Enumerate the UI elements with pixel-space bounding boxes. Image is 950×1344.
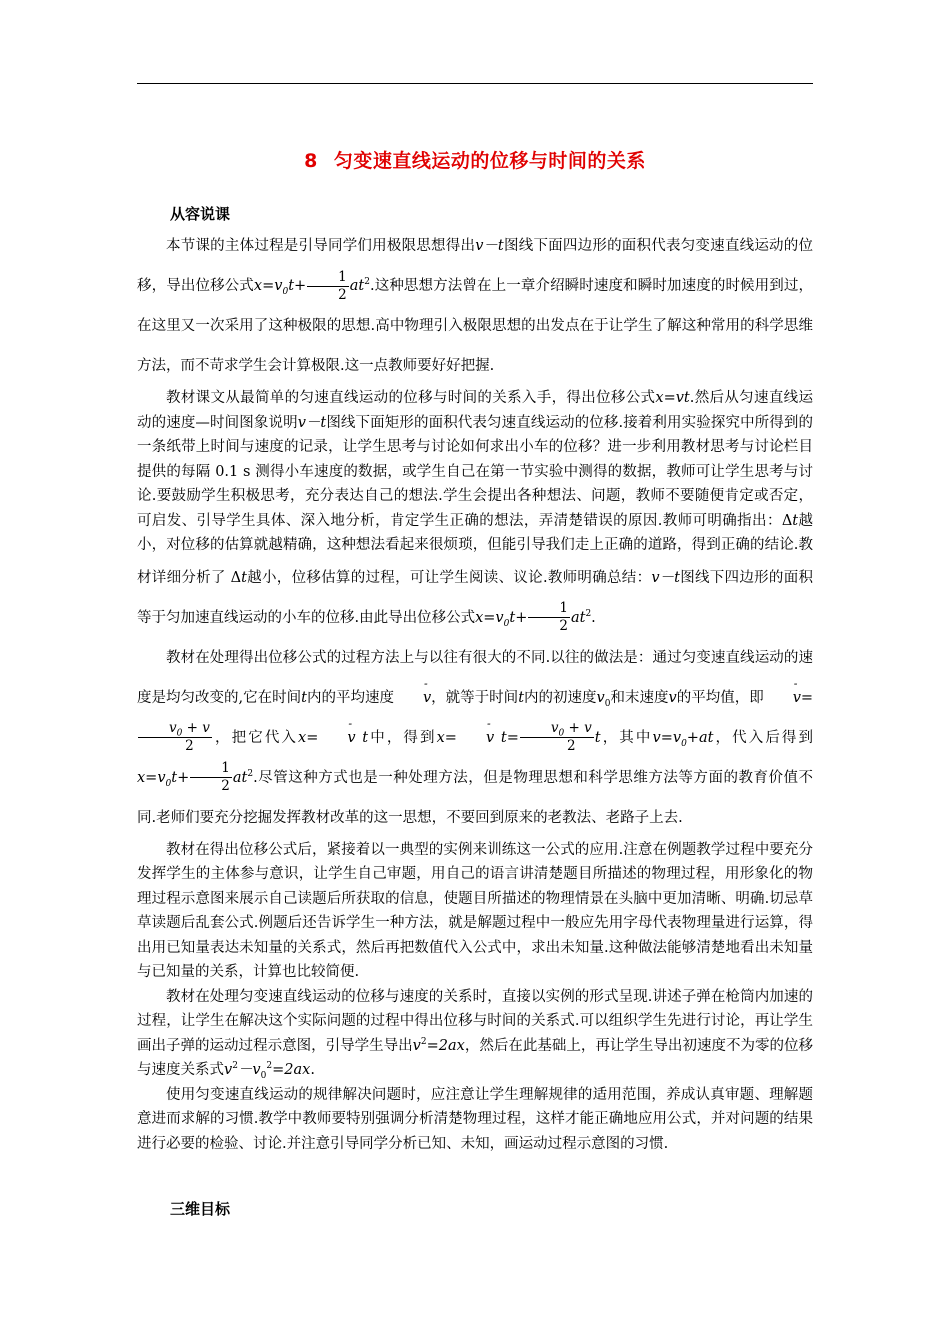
paragraph-6: 使用匀变速直线运动的规律解决问题时，应注意让学生理解规律的适用范围，养成认真审题、理解题意进而求解的习惯.教学中教师要特别强调分析清楚物理过程，这样才能正确地应用公式，并对问题的结果进行必要的检验、讨论.并注意引导同学分析已知、未知，画运动过程示意图的习惯. <box>137 1086 813 1152</box>
average-velocity-symbol: - v <box>394 678 431 718</box>
fraction-one-half: $\frac{1}{2}$ <box>307 269 349 304</box>
paragraph-1: 本节课的主体过程是引导同学们用极限思想得出v－t图线下面四边形的面积代表匀变速直线运动的位移，导出位移公式$x=v_0t+$ $\frac{1}{2}$ $at^2$.这种思想方法曾在上一章介绍瞬时速度和瞬时加速度的时候用到过，在这里又一次采用了这种极限的思想.高中物理引入极限思想的出发点在于让学生了解这种常用的科学思维方法，而不苛求学生会计算极限.这一点教师要好好把握. <box>137 238 814 374</box>
title-number: 8 <box>304 150 318 172</box>
fraction-average-velocity: $\frac{v_0 + v}{2}$ <box>138 720 212 755</box>
top-rule <box>137 83 813 84</box>
title-text: 匀变速直线运动的位移与时间的关系 <box>333 150 646 172</box>
paragraph-3: 教材在处理得出位移公式的过程方法上与以往有很大的不同.以往的做法是：通过匀变速直线运动的速度是均匀改变的,它在时间t内的平均速度- v，就等于时间t内的初速度$v_0$和末速度v的平均值，即- v= $\frac{v_0 + v}{2}$ ，把它代入x=- v t中，得到x=- v t= $\frac{v_0 + v}{2}$ t，其中$v=v_0+at$，代入后得到$x=v_0t+$ $\frac{1}{2}$ $at^2$.尽管这种方式也是一种处理方法，但是物理思想和科学思维方法等方面的教育价值不同.老师们要充分挖掘发挥教材改革的这一思想，不要回到原来的老教法、老路子上去. <box>137 638 813 838</box>
fraction-one-half: $\frac{1}{2}$ <box>528 600 570 635</box>
fraction-one-half: $\frac{1}{2}$ <box>190 760 232 795</box>
paragraph-2: 教材课文从最简单的匀速直线运动的位移与时间的关系入手，得出位移公式x=vt.然后从匀速直线运动的速度—时间图象说明v－t图线下面矩形的面积代表匀速直线运动的位移.接着利用实验探究中所得到的一条纸带上时间与速度的记录，让学生思考与讨论如何求出小车的位移？进一步利用教材思考与讨论栏目提供的每隔 0.1 s 测得小车速度的数据，或学生自己在第一节实验中测得的数据，教师可让学生思考与讨论.要鼓励学生积极思考，充分表达自己的想法.学生会提出各种想法、问题，教师不要随便肯定或否定，可启发、引导学生具体、深入地分析，肯定学生正确的想法，弄清楚错误的原因.教师可明确指出：Δt越小，对位移的估算就越精确，这种想法看起来很烦琐，但能引导我们走上正确的道路，得到正确的结论.教材详细分析了 Δt越小，位移估算的过程，可让学生阅读、议论.教师明确总结：v－t图线下四边形的面积等于匀加速直线运动的小车的位移.由此导出位移公式$x=v_0t+$ $\frac{1}{2}$ $at^2$. <box>137 390 814 634</box>
paragraph-4: 教材在得出位移公式后，紧接着以一典型的实例来训练这一公式的应用.注意在例题教学过程中要充分发挥学生的主体参与意识，让学生自己审题，用自己的语言讲清楚题目所描述的物理过程，用形象化的物理过程示意图来展示自己读题后所获取的信息，使题目所描述的物理情景在头脑中更加清晰、明确.切忌草草读题后乱套公式.例题后还告诉学生一种方法，就是解题过程中一般应先用字母代表物理量进行运算，得出用已知量表达未知量的关系式，然后再把数值代入公式中，求出未知量.这种做法能够清楚地看出未知量与已知量的关系，计算也比较简便. <box>137 841 813 980</box>
fraction-average-velocity: $\frac{v_0 + v}{2}$ <box>520 720 594 755</box>
paragraph-5: 教材在处理匀变速直线运动的位移与速度的关系时，直接以实例的形式呈现.讲述子弹在枪筒内加速的过程，让学生在解决这个实际问题的过程中得出位移与时间的关系式.可以组织学生先进行讨论，再让学生画出子弹的运动过程示意图，引导学生导出$v^2=2ax$，然后在此基础上，再让学生导出初速度不为零的位移与速度关系式$v^2-v_0^2=2ax$. <box>137 988 814 1081</box>
section-heading-objectives: 三维目标 <box>170 1200 231 1218</box>
section-heading-teaching: 从容说课 <box>170 205 231 223</box>
page-title <box>137 146 813 173</box>
body-text <box>137 226 813 1156</box>
